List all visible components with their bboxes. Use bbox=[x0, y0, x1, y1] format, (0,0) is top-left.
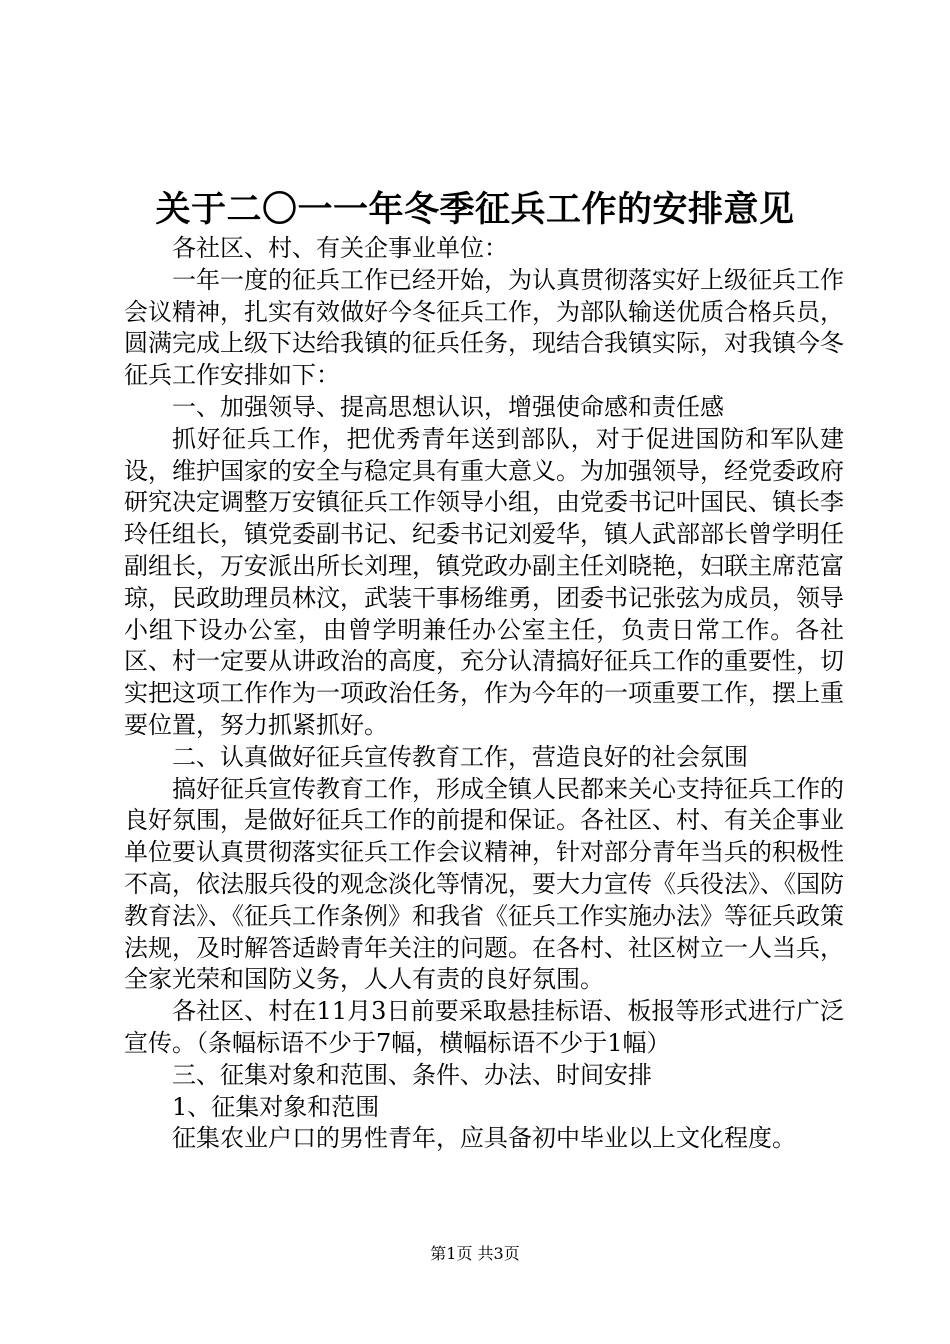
document-body bbox=[124, 233, 844, 1155]
body-paragraph: 抓好征兵工作，把优秀青年送到部队，对于促进国防和军队建设，维护国家的安全与稳定具有重大意义。为加强领导，经党委政府研究决定调整万安镇征兵工作领导小组，由党委书记叶国民、镇长李玲任组长，镇党委副书记、纪委书记刘爱华，镇人武部部长曾学明任副组长，万安派出所长刘理，镇党政办副主任刘晓艳，妇联主席范富琼，民政助理员林汶，武装干事杨维勇，团委书记张弦为成员，领导小组下设办公室，由曾学明兼任办公室主任，负责日常工作。各社区、村一定要从讲政治的高度，充分认清搞好征兵工作的重要性，切实把这项工作作为一项政治任务，作为今年的一项重要工作，摆上重要位置，努力抓紧抓好。 bbox=[124, 424, 844, 739]
section-heading-2: 二、认真做好征兵宣传教育工作，营造良好的社会氛围 bbox=[172, 742, 748, 771]
salutation: 各社区、村、有关企事业单位： bbox=[172, 234, 508, 262]
body-paragraph: 征集农业户口的男性青年，应具备初中毕业以上文化程度。 bbox=[172, 1124, 796, 1153]
document-title: 关于二〇一一年冬季征兵工作的安排意见 bbox=[155, 189, 795, 230]
intro-paragraph: 一年一度的征兵工作已经开始，为认真贯彻落实好上级征兵工作会议精神，扎实有效做好今冬征兵工作，为部队输送优质合格兵员，圆满完成上级下达给我镇的征兵任务，现结合我镇实际，对我镇今冬征兵工作安排如下： bbox=[124, 265, 844, 390]
section-heading-3: 三、征集对象和范围、条件、办法、时间安排 bbox=[172, 1060, 652, 1089]
body-paragraph: 各社区、村在11月3日前要采取悬挂标语、板报等形式进行广泛宣传。（条幅标语不少于7幅，横幅标语不少于1幅） bbox=[124, 997, 844, 1057]
subsection-heading: 1、征集对象和范围 bbox=[172, 1092, 380, 1121]
body-paragraph: 搞好征兵宣传教育工作，形成全镇人民都来关心支持征兵工作的良好氛围，是做好征兵工作的前提和保证。各社区、村、有关企事业单位要认真贯彻落实征兵工作会议精神，针对部分青年当兵的积极性不高，依法服兵役的观念淡化等情况，要大力宣传《兵役法》、《国防教育法》、《征兵工作条例》和我省《征兵工作实施办法》等征兵政策法规，及时解答适龄青年关注的问题。在各村、社区树立一人当兵，全家光荣和国防义务，人人有责的良好氛围。 bbox=[124, 774, 844, 994]
page-number: 第1页 共3页 bbox=[430, 1244, 520, 1263]
section-heading-1: 一、加强领导、提高思想认识，增强使命感和责任感 bbox=[172, 392, 724, 421]
